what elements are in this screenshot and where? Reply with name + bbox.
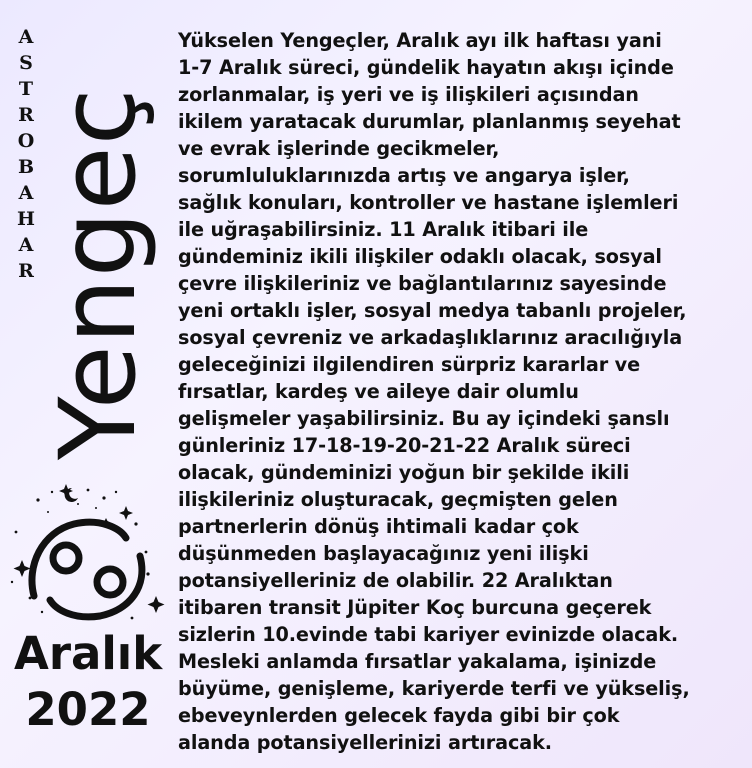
brand-letter: R: [18, 104, 34, 126]
year-label: 2022: [25, 683, 151, 736]
brand-letter: T: [18, 78, 34, 100]
horoscope-text: Yükselen Yengeçler, Aralık ayı ilk haftası yani 1-7 Aralık süreci, gündelik hayatın akışı içinde zorlanmalar, iş yeri ve iş ilişkileri açısından ikilem yaratacak durumlar, planlanmış seyehat ve evrak işlerinde gecikmeler, sorumluluklarınızda artış ve angarya işler, sağlık konuları, kontroller ve hastane işlemleri ile uğraşabilirsiniz. 11 Aralık itibari ile gündeminiz ikili ilişkiler odaklı olacak, sosyal çevre ilişkileriniz ve bağlantılarınız sayesinde yeni ortaklı işler, sosyal medya tabanlı projeler, sosyal çevreniz ve arkadaşlıklarınız aracılığıyla geleceğinizi ilgilendiren sürpriz kararlar ve fırsatlar, kardeş ve aileye dair olumlu gelişmeler yaşabilirsiniz. Bu ay içindeki şanslı günleriniz 17-18-19-20-21-22 Aralık süreci olacak, gündeminizi yoğun bir şekilde ikili ilişkileriniz oluşturacak, geçmişten gelen partnerlerin dönüş ihtimali kadar çok düşünmeden başlayacağınız yeni ilişki potansiyelleriniz de olabilir. 22 Aralıktan itibaren transit Jüpiter Koç burcuna geçerek sizlerin 10.evinde tabi kariyer evinizde olacak. Mesleki anlamda fırsatlar yakalama, işinizde büyüme, genişleme, kariyerde terfi ve yükseliş, ebeveynlerden gelecek fayda gibi bir çok alanda potansiyellerinizi artıracak.: [178, 29, 690, 754]
brand-vertical: [12, 24, 40, 284]
brand-letter: A: [18, 234, 34, 256]
cancer-symbol-icon: [8, 478, 168, 628]
brand-letter: A: [18, 182, 34, 204]
brand-letter: B: [17, 156, 35, 178]
brand-letter: S: [19, 52, 33, 74]
brand-letter: H: [17, 208, 35, 230]
brand-letter: O: [17, 130, 35, 152]
brand-letter: R: [18, 260, 34, 282]
month-label: Aralık: [14, 627, 163, 680]
sign-title: Yengeç: [37, 87, 159, 460]
brand-letter: A: [18, 26, 34, 48]
